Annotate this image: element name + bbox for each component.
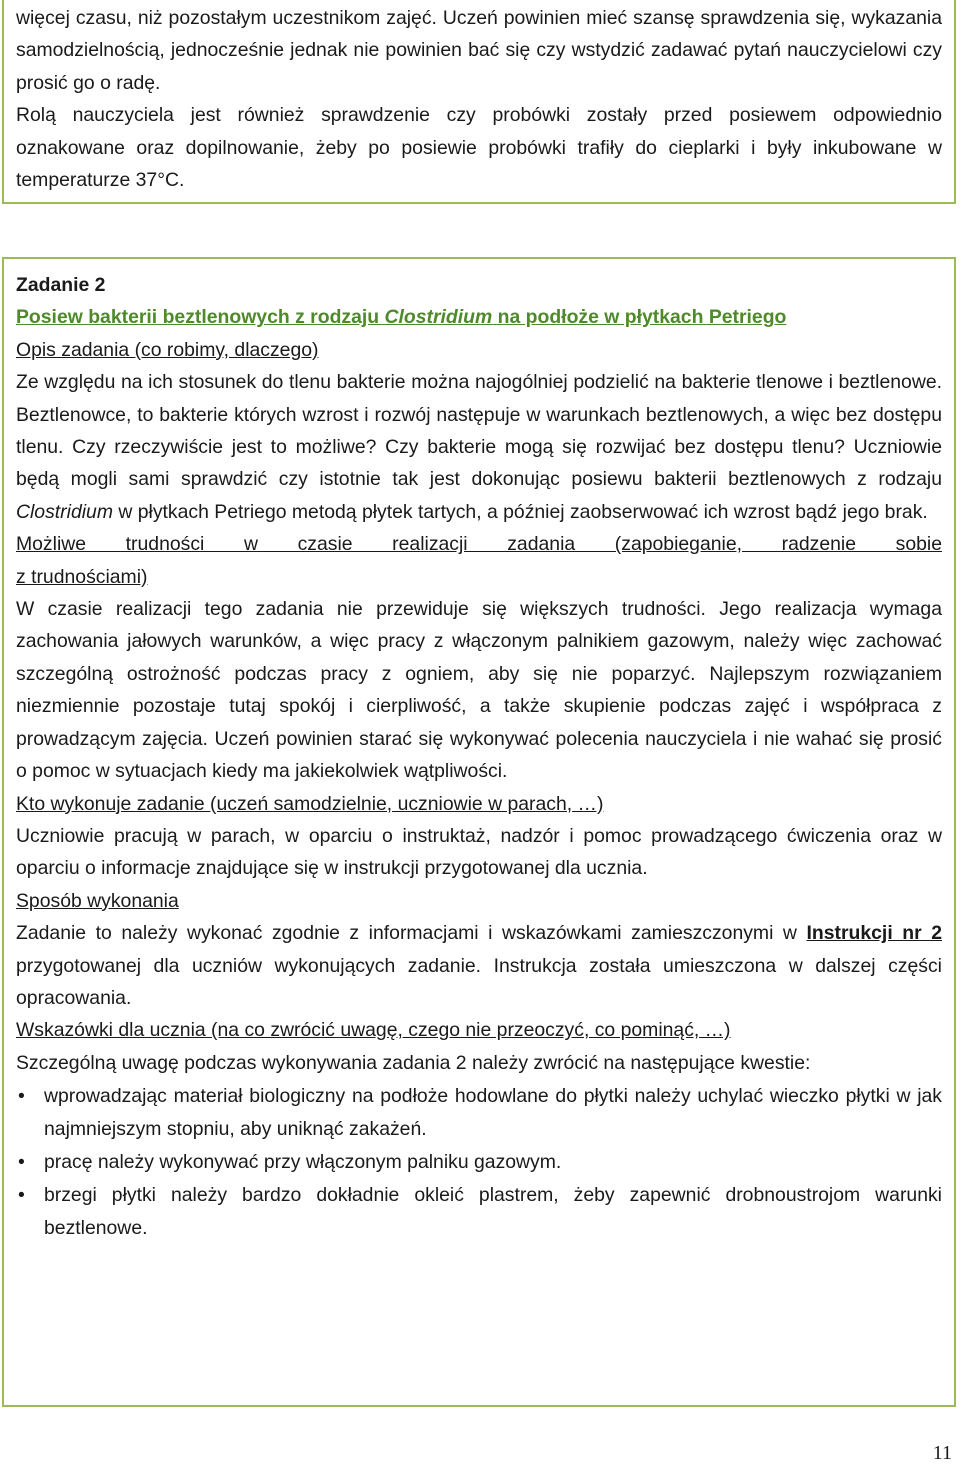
section-heading-tips: Wskazówki dla ucznia (na co zwrócić uwagę, czego nie przeoczyć, co pominąć, …): [16, 1019, 731, 1042]
text-span: przygotowanej dla uczniów wykonujących zadanie. Instrukcja została umieszczona w dalszej części opracowania.: [16, 954, 942, 1009]
task-title: [16, 301, 942, 333]
task-title-text: Posiew bakterii beztlenowych z rodzaju: [16, 306, 385, 329]
section-text-description: [16, 366, 942, 528]
bullet-icon: •: [18, 1184, 25, 1207]
list-item: [16, 1080, 942, 1145]
section-text-who: Uczniowie pracują w parach, w oparciu o instruktaż, nadzór i pomoc prowadzącego ćwiczenia oraz w oparciu o informacje znajdujące się w instrukcji przygotowanej dla ucznia.: [16, 824, 942, 880]
tips-list: [16, 1080, 942, 1244]
section-heading-difficulties: Możliwe trudności w czasie realizacji zadania (zapobieganie, radzenie sobie: [16, 533, 942, 556]
bullet-icon: •: [18, 1085, 25, 1108]
section-text-method: [16, 917, 942, 1014]
paragraph: więcej czasu, niż pozostałym uczestnikom zajęć. Uczeń powinien mieć szansę sprawdzenia się, wykazania samodzielnością, jednocześnie jednak nie powinien bać się czy wstydzić zadawać pytań nauczycielowi czy prosić go o radę.: [16, 7, 942, 94]
page-number: 11: [932, 1442, 952, 1464]
list-item-text: pracę należy wykonywać przy włączonym palniku gazowym.: [44, 1150, 562, 1173]
section-heading-method: Sposób wykonania: [16, 889, 179, 912]
section-heading-description: Opis zadania (co robimy, dlaczego): [16, 338, 319, 361]
section-text-difficulties: W czasie realizacji tego zadania nie przewiduje się większych trudności. Jego realizacja wymaga zachowania jałowych warunków, a więc pracy z włączonym palnikiem gazowym, należy więc zachować szczególną ostrożność podczas pracy z ogniem, aby się nie poparzyć. Najlepszym rozwiązaniem niezmiennie pozostaje tutaj spokój i cierpliwość, a także skupienie podczas zajęć i współpraca z prowadzącym zajęcia. Uczeń powinien starać się wykonywać polecenia nauczyciela i nie wahać się prosić o pomoc w sytuacjach kiedy ma jakiekolwiek wątpliwości.: [16, 598, 942, 783]
section-heading-who: Kto wykonuje zadanie (uczeń samodzielnie, uczniowie w parach, …): [16, 792, 604, 815]
italic-span: Clostridium: [16, 500, 113, 523]
bullet-icon: •: [18, 1150, 25, 1173]
text-span: w płytkach Petriego metodą płytek tartych, a później zaobserwować ich wzrost bądź jego brak.: [112, 500, 928, 523]
previous-text-box: [2, 0, 956, 204]
bold-underlined-span: Instrukcji nr 2: [806, 922, 942, 945]
task-title-italic: Clostridium: [384, 306, 493, 329]
section-heading-difficulties-cont: z trudnościami): [16, 565, 148, 588]
list-item: [16, 1179, 942, 1244]
task-title-text: na podłoże w płytkach Petriego: [492, 306, 787, 329]
task-heading: Zadanie 2: [16, 274, 106, 296]
section-text-tips: Szczególną uwagę podczas wykonywania zadania 2 należy zwrócić na następujące kwestie:: [16, 1051, 811, 1074]
list-item: [16, 1146, 942, 1178]
text-span: Zadanie to należy wykonać zgodnie z informacjami i wskazówkami zamieszczonymi w: [16, 922, 807, 945]
task-box: [2, 257, 956, 1407]
list-item-text: brzegi płytki należy bardzo dokładnie okleić plastrem, żeby zapewnić drobnoustrojom warunki beztlenowe.: [44, 1184, 942, 1239]
text-span: Ze względu na ich stosunek do tlenu bakterie można najogólniej podzielić na bakterie tlenowe i beztlenowe. Beztlenowce, to bakterie których wzrost i rozwój następuje w warunkach beztlenowych, a więc bez dostępu tlenu. Czy rzeczywiście jest to możliwe? Czy bakterie mogą się rozwijać bez dostępu tlenu? Uczniowie będą mogli sami sprawdzić czy istotnie tak jest dokonując posiewu bakterii beztlenowych z rodzaju: [16, 371, 942, 491]
paragraph: Rolą nauczyciela jest również sprawdzenie czy probówki zostały przed posiewem odpowiednio oznakowane oraz dopilnowanie, żeby po posiewie probówki trafiły do cieplarki i były inkubowane w temperaturze 37°C.: [16, 104, 942, 192]
list-item-text: wprowadzając materiał biologiczny na podłoże hodowlane do płytki należy uchylać wieczko płytki w jak najmniejszym stopniu, aby uniknąć zakażeń.: [44, 1085, 942, 1140]
